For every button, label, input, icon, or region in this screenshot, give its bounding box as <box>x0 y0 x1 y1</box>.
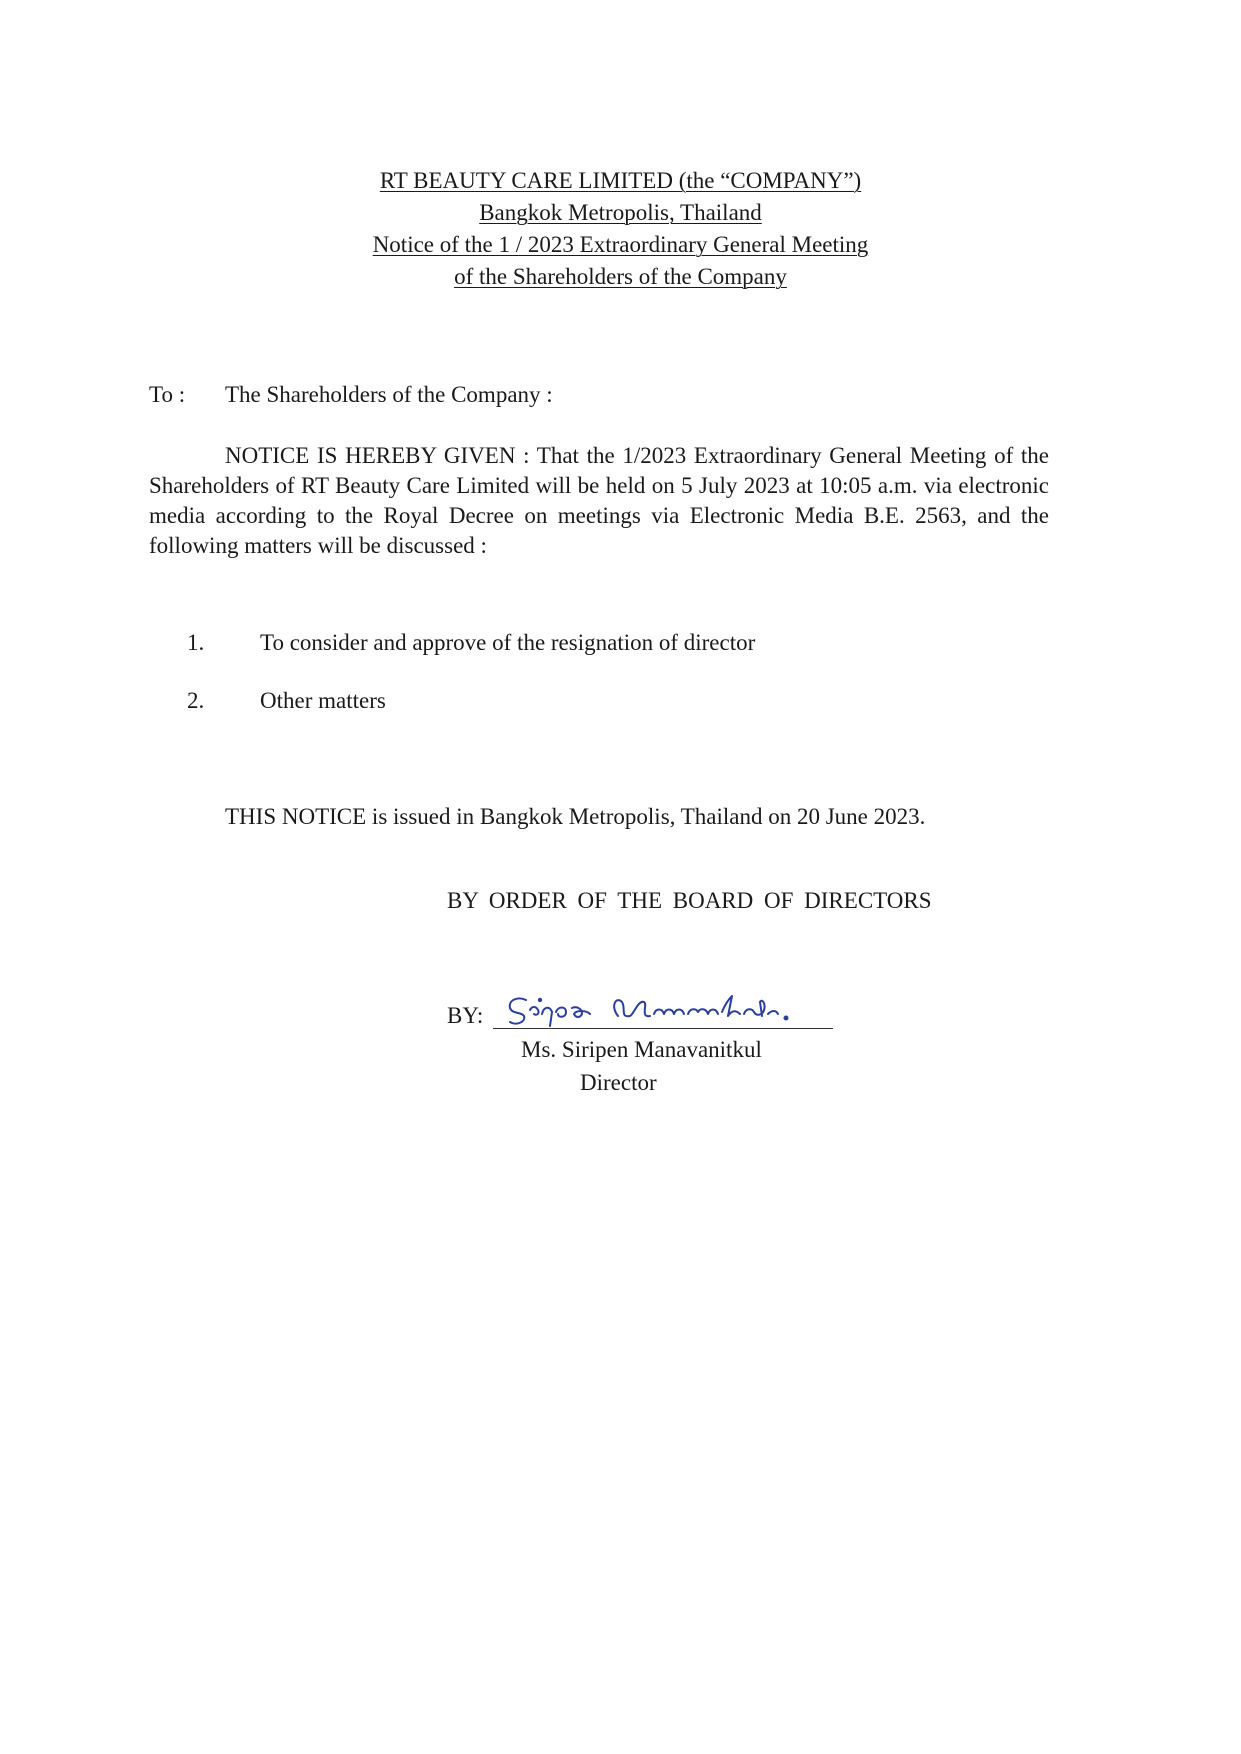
document-header <box>0 165 1241 293</box>
handwritten-signature <box>500 986 830 1030</box>
agenda-item-text: To consider and approve of the resignation of director <box>260 630 756 655</box>
signer-name: Ms. Siripen Manavanitkul <box>521 1037 762 1062</box>
agenda-item <box>187 628 755 658</box>
addressee <box>149 380 553 410</box>
signer-title: Director <box>580 1070 657 1095</box>
addressee-value: The Shareholders of the Company : <box>225 382 553 407</box>
notice-paragraph: NOTICE IS HEREBY GIVEN : That the 1/2023 Extraordinary General Meeting of the Shareholders of RT Beauty Care Limited will be held on 5 July 2023 at 10:05 a.m. via electronic media according to the Royal Decree on meetings via Electronic Media B.E. 2563, and the following matters will be discussed : <box>149 443 1049 558</box>
company-name-line: RT BEAUTY CARE LIMITED (the “COMPANY”) <box>379 168 862 193</box>
signature-line <box>493 1028 833 1029</box>
board-order-statement: BY ORDER OF THE BOARD OF DIRECTORS <box>447 888 932 913</box>
by-label: BY: <box>447 1003 484 1028</box>
agenda-item-number: 2. <box>187 688 205 713</box>
agenda-list <box>187 628 755 744</box>
issued-statement: THIS NOTICE is issued in Bangkok Metropolis, Thailand on 20 June 2023. <box>225 804 926 829</box>
meeting-title-line: Notice of the 1 / 2023 Extraordinary General Meeting <box>372 232 869 257</box>
agenda-item <box>187 686 755 716</box>
addressee-label: To : <box>149 382 186 407</box>
agenda-item-number: 1. <box>187 630 205 655</box>
location-line: Bangkok Metropolis, Thailand <box>479 200 762 225</box>
agenda-item-text: Other matters <box>260 688 386 713</box>
meeting-subtitle-line: of the Shareholders of the Company <box>454 264 787 289</box>
